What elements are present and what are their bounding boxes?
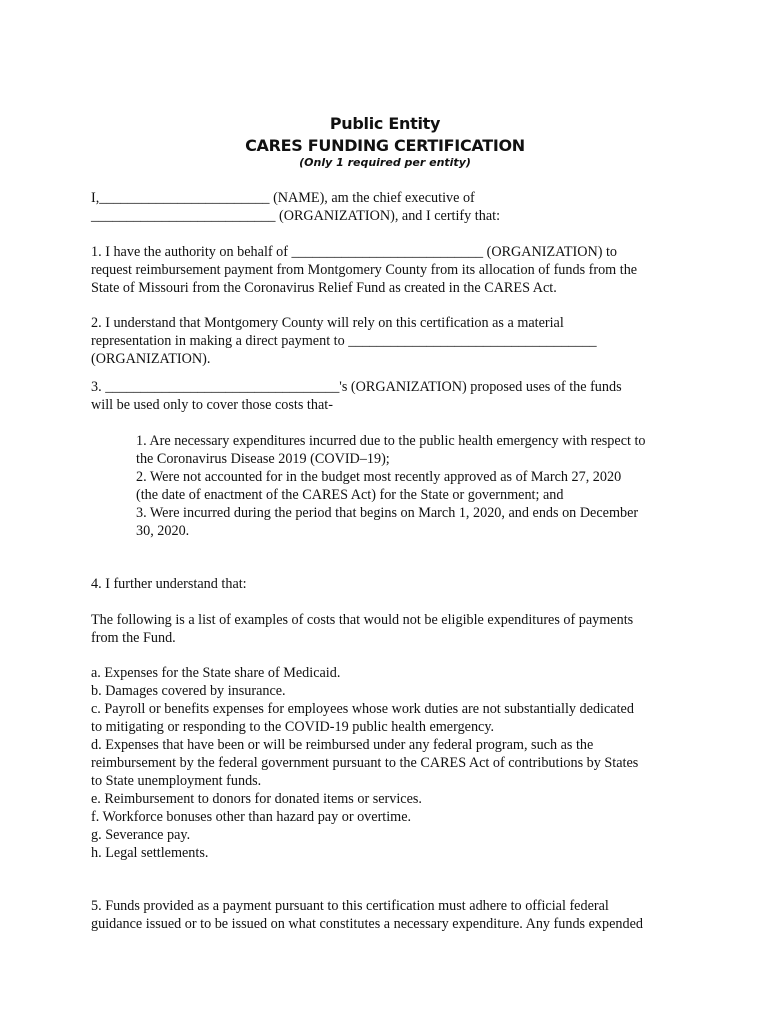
item2-line-3: (ORGANIZATION). <box>91 351 211 367</box>
item2-line-1: 2. I understand that Montgomery County will rely on this certification as a material <box>91 315 564 331</box>
list-item-d-line-3: to State unemployment funds. <box>91 773 262 789</box>
list-item-c-line-2: to mitigating or responding to the COVID-19 public health emergency. <box>91 719 495 735</box>
list-intro-line-2: from the Fund. <box>91 630 176 646</box>
item3-line-1: 3. _________________________________'s (ORGANIZATION) proposed uses of the funds <box>91 379 622 395</box>
item1-line-2: request reimbursement payment from Montgomery County from its allocation of funds from the <box>91 262 638 278</box>
item2-line-2: representation in making a direct payment to ___________________________________ <box>91 333 597 349</box>
item3-sub-line-5: 3. Were incurred during the period that begins on March 1, 2020, and ends on December <box>136 505 639 521</box>
list-item-d-line-1: d. Expenses that have been or will be reimbursed under any federal program, such as the <box>91 737 594 753</box>
item1-line-1: 1. I have the authority on behalf of ___________________________ (ORGANIZATION) to <box>91 244 618 260</box>
intro-line-1: I,________________________ (NAME), am the chief executive of <box>91 190 475 206</box>
list-item-f: f. Workforce bonuses other than hazard pay or overtime. <box>91 809 412 825</box>
title-line-1: Public Entity <box>329 114 441 133</box>
list-item-a: a. Expenses for the State share of Medicaid. <box>91 665 341 681</box>
item3-sub-line-3: 2. Were not accounted for in the budget most recently approved as of March 27, 2020 <box>136 469 622 485</box>
item3-line-2: will be used only to cover those costs that- <box>91 397 333 413</box>
list-intro-line-1: The following is a list of examples of costs that would not be eligible expenditures of payments <box>91 612 634 628</box>
title-line-2: CARES FUNDING CERTIFICATION <box>245 136 525 155</box>
item5-line-1: 5. Funds provided as a payment pursuant to this certification must adhere to official federal <box>91 898 609 914</box>
item3-sub-line-6: 30, 2020. <box>136 523 190 539</box>
intro-line-2: __________________________ (ORGANIZATION), and I certify that: <box>91 208 501 224</box>
list-item-h: h. Legal settlements. <box>91 845 209 861</box>
item3-sub-line-2: the Coronavirus Disease 2019 (COVID–19); <box>136 451 390 467</box>
item3-sub-line-1: 1. Are necessary expenditures incurred due to the public health emergency with respect to <box>136 433 646 449</box>
item1-line-3: State of Missouri from the Coronavirus Relief Fund as created in the CARES Act. <box>91 280 557 296</box>
list-item-e: e. Reimbursement to donors for donated items or services. <box>91 791 422 807</box>
list-item-b: b. Damages covered by insurance. <box>91 683 286 699</box>
item4-line: 4. I further understand that: <box>91 576 247 592</box>
list-item-c-line-1: c. Payroll or benefits expenses for employees whose work duties are not substantially dedicated <box>91 701 634 717</box>
subtitle: (Only 1 required per entity) <box>299 156 471 169</box>
list-item-d-line-2: reimbursement by the federal government pursuant to the CARES Act of contributions by States <box>91 755 639 771</box>
list-item-g: g. Severance pay. <box>91 827 191 843</box>
item3-sub-line-4: (the date of enactment of the CARES Act) for the State or government; and <box>136 487 564 503</box>
item5-line-2: guidance issued or to be issued on what constitutes a necessary expenditure. Any funds expended <box>91 916 643 932</box>
